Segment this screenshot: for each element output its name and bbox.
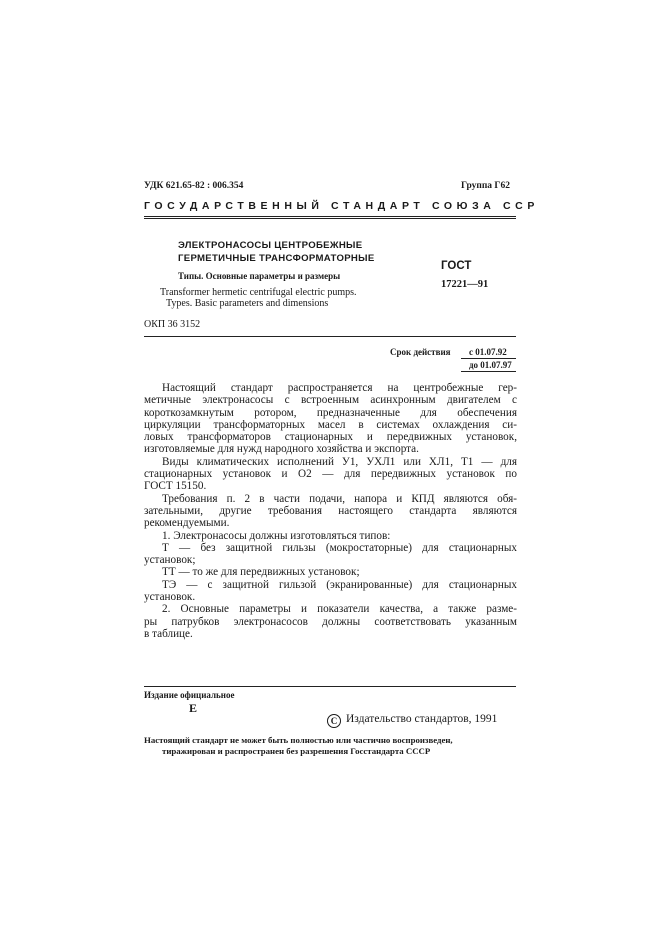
copyright-icon: C — [327, 714, 341, 728]
validity-rule — [461, 358, 516, 359]
body-line: зательными, другие требования настоящего стандарта являются — [144, 504, 517, 517]
validity-rule-bottom — [461, 371, 516, 372]
body-line: циркуляции трансформаторных масел в системах охлаждения си- — [144, 418, 517, 431]
body-line: Настоящий стандарт распространяется на центробежные гер- — [162, 382, 517, 394]
body-line: короткозамкнутым ротором, предназначенные для обеспечения — [144, 406, 517, 419]
gost-number: 17221—91 — [441, 279, 489, 290]
validity-to: до 01.07.97 — [469, 360, 512, 370]
validity-from: с 01.07.92 — [469, 347, 507, 357]
gost-label: ГОСТ — [441, 260, 472, 272]
group-code: Группа Г62 — [461, 181, 510, 191]
body-line: Виды климатических исполнений У1, УХЛ1 или ХЛ1, Т1 — для — [162, 455, 517, 468]
header-rule-bottom — [144, 218, 516, 219]
title-english-line-2: Types. Basic parameters and dimensions — [166, 298, 329, 309]
copyright-line — [327, 713, 497, 728]
standard-body — [144, 382, 517, 640]
body-line: 1. Электронасосы должны изготовляться типов: — [162, 529, 391, 542]
title-line-2: ГЕРМЕТИЧНЫЕ ТРАНСФОРМАТОРНЫЕ — [178, 253, 375, 264]
body-line: установок; — [144, 554, 196, 567]
edition-letter: Е — [189, 701, 198, 715]
body-line: стационарных установок и О2 — для передвижных установок по — [144, 468, 517, 481]
footer-rule — [144, 686, 516, 687]
body-line: ТЭ — с защитной гильзой (экранированные) для стационарных — [162, 578, 517, 591]
title-line-1: ЭЛЕКТРОНАСОСЫ ЦЕНТРОБЕЖНЫЕ — [178, 240, 363, 251]
validity-label: Срок действия — [390, 347, 451, 357]
body-line: метичные электронасосы с встроенным асинхронным двигателем с — [144, 394, 517, 407]
reproduction-notice-line-2: тиражирован и распространен без разрешения Госстандарта СССР — [162, 746, 431, 756]
okp-code: ОКП 36 3152 — [144, 319, 201, 330]
body-line: ловых трансформаторов стационарных и передвижных установок, — [144, 431, 517, 444]
body-line: 2. Основные параметры и показатели качества, а также разме- — [162, 603, 517, 616]
body-line: ТТ — то же для передвижных установок; — [162, 566, 360, 579]
state-standard-heading: ГОСУДАРСТВЕННЫЙ СТАНДАРТ СОЮЗА ССР — [144, 200, 539, 212]
udk-code: УДК 621.65-82 : 006.354 — [144, 181, 244, 191]
body-line: изготовляемые для нужд народного хозяйства и экспорта. — [144, 443, 419, 456]
title-subtitle: Типы. Основные параметры и размеры — [178, 271, 341, 281]
body-line: установок. — [144, 591, 196, 604]
body-line: Требования п. 2 в части подачи, напора и КПД являются обя- — [162, 492, 517, 505]
reproduction-notice-line-1: Настоящий стандарт не может быть полностью или частично воспроизведен, — [144, 735, 453, 745]
body-line: ГОСТ 15150. — [144, 480, 207, 493]
title-english-line-1: Transformer hermetic centrifugal electric pumps. — [160, 287, 357, 298]
body-line: в таблице. — [144, 627, 193, 640]
body-line: рекомендуемыми. — [144, 517, 230, 530]
official-edition-label: Издание официальное — [144, 690, 235, 700]
body-line: Т — без защитной гильзы (мокростаторные) для стационарных — [162, 541, 517, 554]
header-rule-top — [144, 216, 516, 217]
okp-rule — [144, 336, 516, 337]
body-line: ры патрубков электронасосов должны соответствовать указанным — [144, 615, 517, 628]
copyright-text: Издательство стандартов, 1991 — [346, 713, 498, 725]
